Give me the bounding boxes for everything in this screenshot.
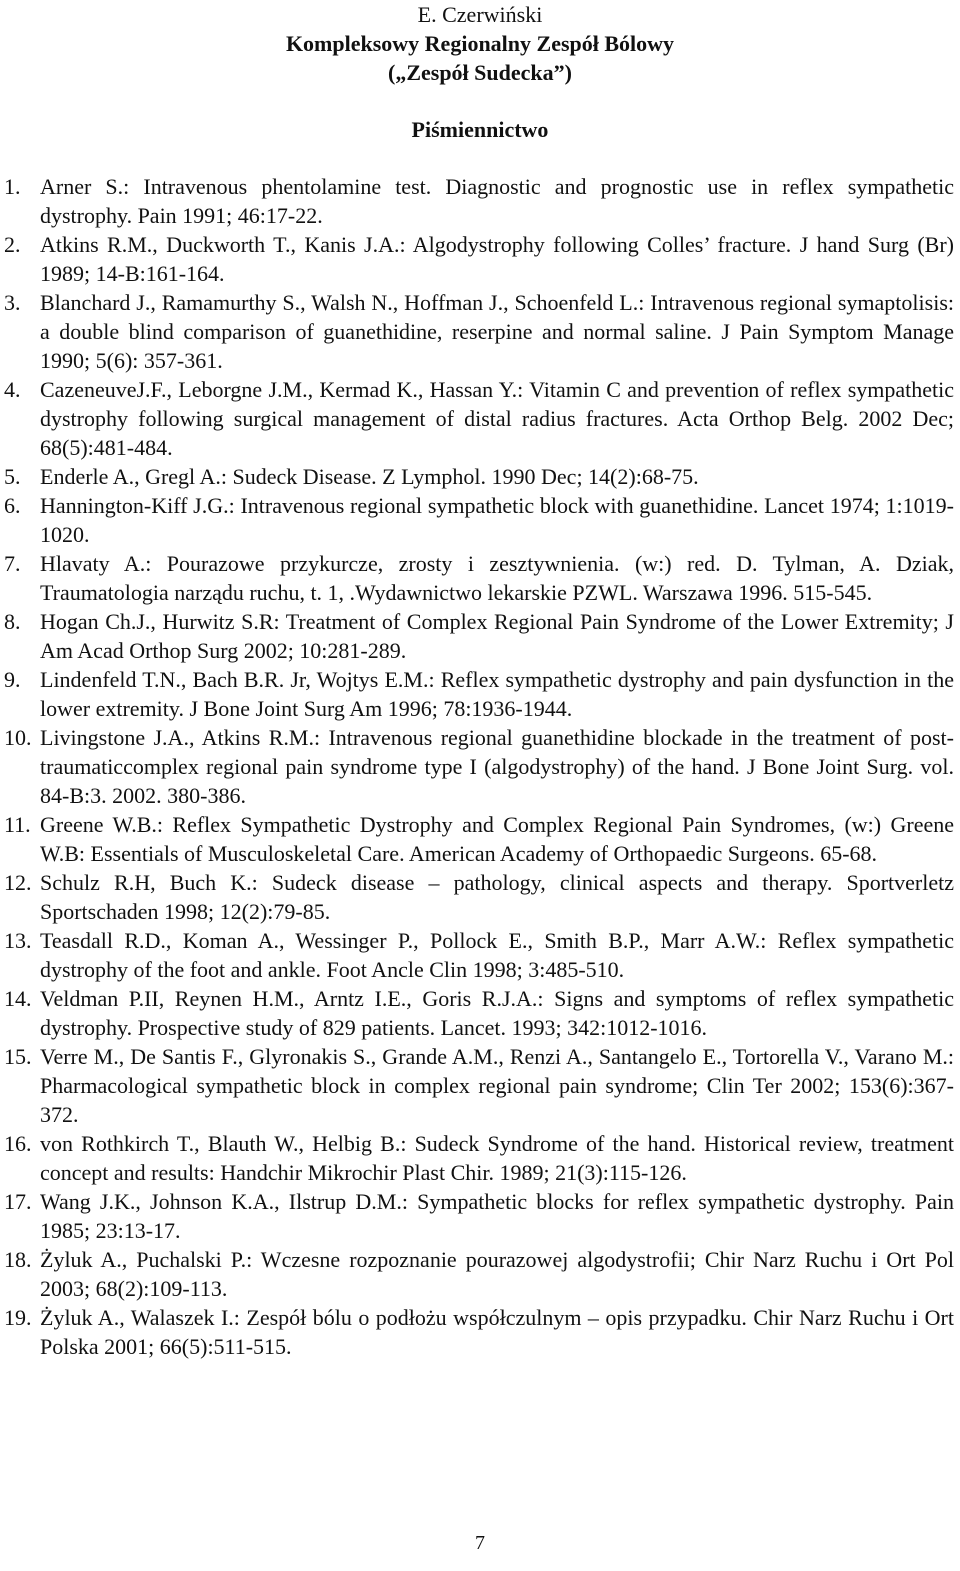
reference-list bbox=[0, 172, 960, 1361]
reference-item bbox=[0, 288, 954, 375]
reference-number: 16. bbox=[4, 1131, 32, 1156]
reference-item bbox=[0, 723, 954, 810]
reference-item bbox=[0, 1042, 954, 1129]
reference-text: Veldman P.II, Reynen H.M., Arntz I.E., Goris R.J.A.: Signs and symptoms of reflex sympathetic dystrophy. Prospective study of 829 patients. Lancet. 1993; 342:1012-1016. bbox=[40, 986, 954, 1040]
reference-number: 10. bbox=[4, 725, 32, 750]
reference-number: 6. bbox=[4, 493, 21, 518]
reference-text: Teasdall R.D., Koman A., Wessinger P., Pollock E., Smith B.P., Marr A.W.: Reflex sympathetic dystrophy of the foot and ankle. Foot Ancle Clin 1998; 3:485-510. bbox=[40, 928, 954, 982]
reference-text: Hannington-Kiff J.G.: Intravenous regional sympathetic block with guanethidine. Lancet 1974; 1:1019-1020. bbox=[40, 493, 954, 547]
reference-number: 8. bbox=[4, 609, 21, 634]
reference-item bbox=[0, 1245, 954, 1303]
reference-text: Wang J.K., Johnson K.A., Ilstrup D.M.: Sympathetic blocks for reflex sympathetic dystrophy. Pain 1985; 23:13-17. bbox=[40, 1189, 954, 1243]
reference-text: Lindenfeld T.N., Bach B.R. Jr, Wojtys E.M.: Reflex sympathetic dystrophy and pain dysfunction in the lower extremity. J Bone Joint Surg Am 1996; 78:1936-1944. bbox=[40, 667, 954, 721]
reference-number: 7. bbox=[4, 551, 21, 576]
reference-number: 11. bbox=[4, 812, 31, 837]
reference-number: 12. bbox=[4, 870, 32, 895]
reference-item bbox=[0, 172, 954, 230]
reference-text: Arner S.: Intravenous phentolamine test. Diagnostic and prognostic use in reflex sympathetic dystrophy. Pain 1991; 46:17-22. bbox=[40, 174, 954, 228]
reference-item bbox=[0, 1129, 954, 1187]
reference-item bbox=[0, 230, 954, 288]
reference-number: 9. bbox=[4, 667, 21, 692]
reference-text: CazeneuveJ.F., Leborgne J.M., Kermad K., Hassan Y.: Vitamin C and prevention of reflex sympathetic dystrophy following surgical management of distal radius fractures. Acta Orthop Belg. 2002 Dec; 68(5):481-484. bbox=[40, 377, 954, 460]
reference-item bbox=[0, 491, 954, 549]
title-line-2: („Zespół Sudecka”) bbox=[388, 60, 572, 85]
reference-number: 17. bbox=[4, 1189, 32, 1214]
reference-number: 5. bbox=[4, 464, 21, 489]
author-name: E. Czerwiński bbox=[417, 2, 543, 27]
reference-number: 15. bbox=[4, 1044, 32, 1069]
reference-number: 19. bbox=[4, 1305, 32, 1330]
reference-text: Schulz R.H, Buch K.: Sudeck disease – pathology, clinical aspects and therapy. Sportverletz Sportschaden 1998; 12(2):79-85. bbox=[40, 870, 954, 924]
reference-number: 13. bbox=[4, 928, 32, 953]
reference-item bbox=[0, 1187, 954, 1245]
reference-text: Żyluk A., Walaszek I.: Zespół bólu o podłożu współczulnym – opis przypadku. Chir Narz Ruchu i Ort Polska 2001; 66(5):511-515. bbox=[40, 1305, 954, 1359]
reference-number: 4. bbox=[4, 377, 21, 402]
reference-item bbox=[0, 375, 954, 462]
reference-item bbox=[0, 665, 954, 723]
title-line-1: Kompleksowy Regionalny Zespół Bólowy bbox=[285, 31, 675, 56]
reference-item bbox=[0, 868, 954, 926]
reference-text: Verre M., De Santis F., Glyronakis S., Grande A.M., Renzi A., Santangelo E., Tortorella V., Varano M.: Pharmacological sympathetic block in complex regional pain syndrome; Clin Ter 2002; 153(6):367-372. bbox=[40, 1044, 954, 1127]
reference-item bbox=[0, 926, 954, 984]
reference-item bbox=[0, 549, 954, 607]
reference-text: Livingstone J.A., Atkins R.M.: Intravenous regional guanethidine blockade in the treatment of post-traumaticcomplex regional pain syndrome type I (algodystrophy) of the hand. J Bone Joint Surg. vol. 84-B:3. 2002. 380-386. bbox=[40, 725, 954, 808]
reference-item bbox=[0, 1303, 954, 1361]
reference-text: Enderle A., Gregl A.: Sudeck Disease. Z Lymphol. 1990 Dec; 14(2):68-75. bbox=[40, 464, 699, 489]
reference-item bbox=[0, 810, 954, 868]
page-number: 7 bbox=[475, 1532, 485, 1554]
reference-text: Żyluk A., Puchalski P.: Wczesne rozpoznanie pourazowej algodystrofii; Chir Narz Ruchu i Ort Pol 2003; 68(2):109-113. bbox=[40, 1247, 954, 1301]
reference-text: von Rothkirch T., Blauth W., Helbig B.: Sudeck Syndrome of the hand. Historical review, treatment concept and results: Handchir Mikrochir Plast Chir. 1989; 21(3):115-126. bbox=[40, 1131, 954, 1185]
reference-text: Atkins R.M., Duckworth T., Kanis J.A.: Algodystrophy following Colles’ fracture. J hand Surg (Br) 1989; 14-B:161-164. bbox=[40, 232, 954, 286]
section-heading: Piśmiennictwo bbox=[411, 117, 549, 142]
reference-number: 3. bbox=[4, 290, 21, 315]
reference-number: 18. bbox=[4, 1247, 32, 1272]
reference-number: 14. bbox=[4, 986, 32, 1011]
reference-item bbox=[0, 607, 954, 665]
reference-text: Hogan Ch.J., Hurwitz S.R: Treatment of Complex Regional Pain Syndrome of the Lower Extremity; J Am Acad Orthop Surg 2002; 10:281-289. bbox=[40, 609, 954, 663]
reference-text: Blanchard J., Ramamurthy S., Walsh N., Hoffman J., Schoenfeld L.: Intravenous regional symaptolisis: a double blind comparison of guanethidine, reserpine and normal saline. J Pain Symptom Manage 1990; 5(6): 357-361. bbox=[40, 290, 954, 373]
reference-text: Greene W.B.: Reflex Sympathetic Dystrophy and Complex Regional Pain Syndromes, (w:) Greene W.B: Essentials of Musculoskeletal Care. American Academy of Orthopaedic Surgeons. 65-68. bbox=[40, 812, 954, 866]
reference-item bbox=[0, 984, 954, 1042]
reference-item bbox=[0, 462, 954, 491]
reference-number: 1. bbox=[4, 174, 21, 199]
reference-number: 2. bbox=[4, 232, 21, 257]
reference-text: Hlavaty A.: Pourazowe przykurcze, zrosty i zesztywnienia. (w:) red. D. Tylman, A. Dziak, Traumatologia narządu ruchu, t. 1, .Wydawnictwo lekarskie PZWL. Warszawa 1996. 515-545. bbox=[40, 551, 954, 605]
